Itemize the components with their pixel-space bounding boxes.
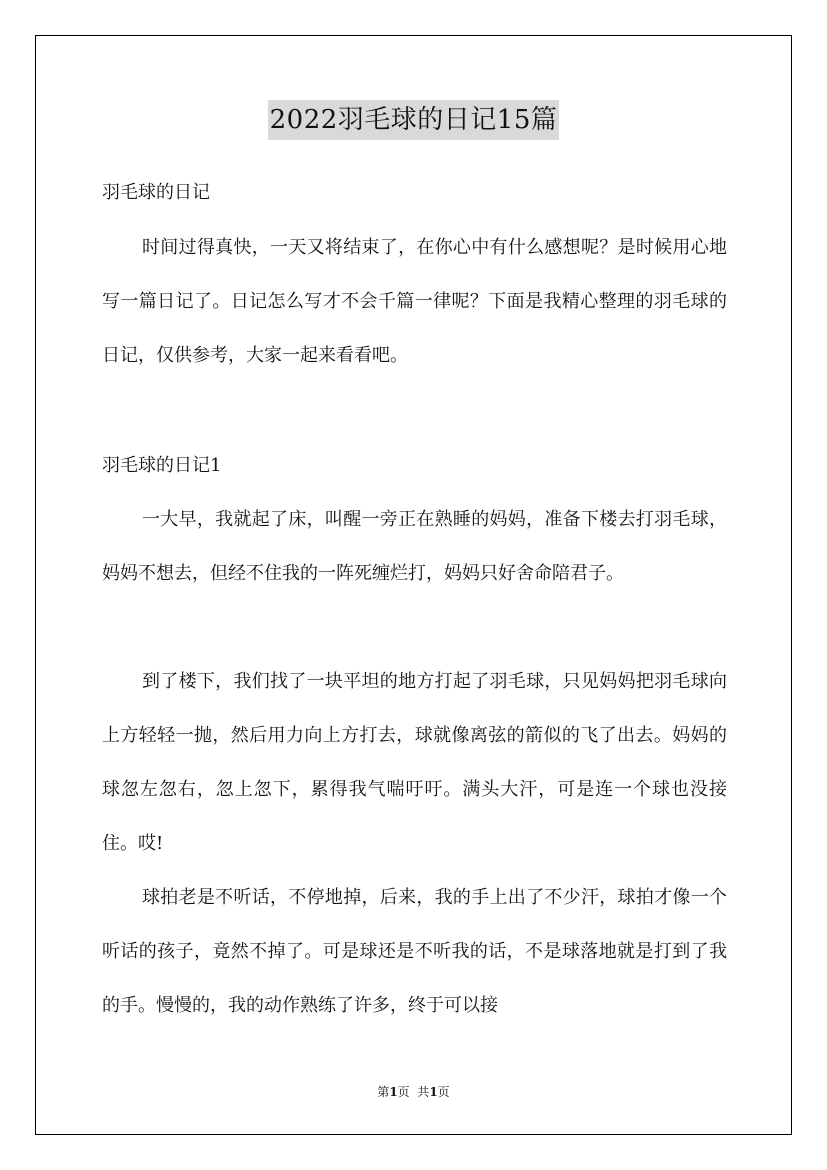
intro-heading: 羽毛球的日记	[102, 182, 210, 203]
footer-suffix: 页	[437, 1085, 450, 1099]
footer-prefix: 第	[377, 1085, 390, 1099]
title-container	[0, 100, 827, 140]
body-paragraph-3: 球拍老是不听话，不停地掉，后来，我的手上出了不少汗，球拍才像一个听话的孩子，竟然不掉了。可是球还是不听我的话，不是球落地就是打到了我的手。慢慢的，我的动作熟练了许多，终于可以接	[102, 887, 727, 1016]
footer-mid: 页 共	[397, 1085, 430, 1099]
section-heading: 羽毛球的日记1	[102, 455, 222, 476]
footer-page-number: 1	[389, 1085, 398, 1099]
intro-paragraph: 时间过得真快，一天又将结束了，在你心中有什么感想呢？是时候用心地写一篇日记了。日记怎么写才不会千篇一律呢？下面是我精心整理的羽毛球的日记，仅供参考，大家一起来看看吧。	[102, 237, 727, 366]
footer-page-total: 1	[429, 1085, 438, 1099]
page-footer	[0, 1084, 827, 1100]
document-title: 2022羽毛球的日记15篇	[268, 100, 560, 140]
body-paragraph-1: 一大早，我就起了床，叫醒一旁正在熟睡的妈妈，准备下楼去打羽毛球，妈妈不想去，但经不住我的一阵死缠烂打，妈妈只好舍命陪君子。	[102, 509, 727, 584]
body-paragraph-2: 到了楼下，我们找了一块平坦的地方打起了羽毛球，只见妈妈把羽毛球向上方轻轻一抛，然后用力向上方打去，球就像离弦的箭似的飞了出去。妈妈的球忽左忽右，忽上忽下，累得我气喘吁吁。满头大汗，可是连一个球也没接住。哎!	[102, 671, 727, 854]
